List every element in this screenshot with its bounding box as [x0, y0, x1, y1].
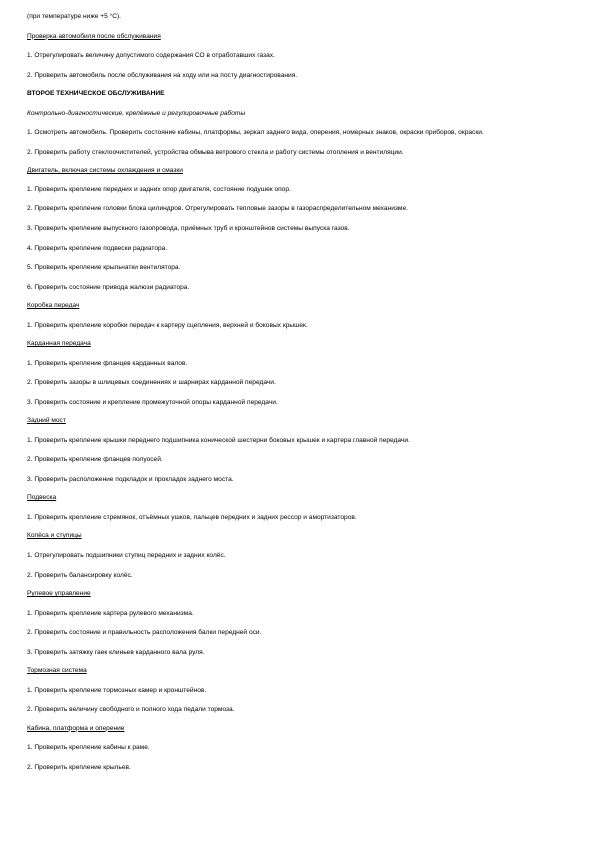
list-item: 1. Отрегулировать величину допустимого содержания СО в отработавших газах. — [27, 52, 275, 60]
section-subtitle-to2: Контрольно-диагностические, крепёжные и регулировочные работы — [27, 109, 246, 117]
list-item: 1. Проверить крепление крышки переднего подшипника конической шестерни боковых крышек и картера главной передачи. — [27, 436, 410, 444]
section-heading-brakes: Тормозная система — [27, 667, 87, 675]
section-heading-suspension: Подвеска — [27, 494, 57, 502]
section-title-to2: ВТОРОЕ ТЕХНИЧЕСКОЕ ОБСЛУЖИВАНИЕ — [27, 90, 165, 98]
list-item: 2. Проверить автомобиль после обслуживания на ходу или на посту диагностирования. — [27, 71, 298, 79]
list-item: 1. Проверить крепление тормозных камер и кронштейнов. — [27, 686, 207, 694]
list-item: 3. Проверить затяжку гаек клиньев карданного вала руля. — [27, 648, 205, 656]
list-item: 1. Проверить крепление кабины к раме. — [27, 744, 150, 752]
list-item: 2. Проверить состояние и правильность расположения балки передней оси. — [27, 629, 262, 637]
section-heading-rear-axle: Задний мост — [27, 417, 66, 425]
list-item: 3. Проверить состояние и крепление промежуточной опоры карданной передачи. — [27, 398, 278, 406]
section-heading-wheels: Колёса и ступицы — [27, 532, 82, 540]
list-item: 1. Осмотреть автомобиль. Проверить состояние кабины, платформы, зеркал заднего вида, оперения, номерных знаков, окраски приборов, окраски. — [27, 129, 484, 137]
list-item: 2. Проверить крепление крыльев. — [27, 763, 131, 771]
section-heading-cab: Кабина, платформа и оперение — [27, 724, 125, 732]
list-item: 2. Проверить работу стеклоочистителей, устройства обмыва ветрового стекла и работу системы отопления и вентиляции. — [27, 148, 404, 156]
section-heading-cardan: Карданная передача — [27, 340, 91, 348]
section-heading-check: Проверка автомобиля после обслуживания — [27, 32, 161, 40]
list-item: 5. Проверить крепление крыльчатки вентилятора. — [27, 264, 181, 272]
list-item: 3. Проверить крепление выпускного газопровода, приёмных труб и кронштейнов системы выпуска газов. — [27, 224, 350, 232]
section-heading-gearbox: Коробка передач — [27, 302, 80, 310]
list-item: 1. Проверить крепление коробки передач к картеру сцепления, верхней и боковых крышек. — [27, 321, 308, 329]
section-heading-engine: Двигатель, включая системы охлаждения и смазки — [27, 167, 183, 175]
list-item: 1. Проверить крепление передних и задних опор двигателя, состояние подушек опор. — [27, 185, 291, 193]
list-item: 6. Проверить состояние привода жалюзи радиатора. — [27, 283, 190, 291]
intro-text: (при температуре ниже +5 °С). — [27, 13, 122, 20]
list-item: 2. Проверить крепление головки блока цилиндров. Отрегулировать тепловые зазоры в газораспределительном механизме. — [27, 205, 408, 213]
section-heading-steering: Рулевое управление — [27, 589, 91, 597]
list-item: 1. Проверить крепление стремянок, отъёмных ушков, пальцев передних и задних рессор и амортизаторов. — [27, 514, 357, 522]
list-item: 3. Проверить расположение подкладок и прокладок заднего моста. — [27, 476, 234, 484]
list-item: 1. Проверить крепление картера рулевого механизма. — [27, 609, 194, 617]
document-page — [27, 13, 572, 784]
list-item: 1. Проверить крепление фланцев карданных валов. — [27, 359, 188, 367]
list-item: 2. Проверить крепление фланцев полуосей. — [27, 456, 163, 464]
list-item: 1. Отрегулировать подшипники ступиц передних и задних колёс. — [27, 552, 226, 559]
list-item: 2. Проверить зазоры в шлицевых соединениях и шарнирах карданной передачи. — [27, 379, 276, 387]
list-item: 2. Проверить величину свободного и полного хода педали тормоза. — [27, 706, 235, 714]
list-item: 2. Проверить балансировку колёс. — [27, 571, 133, 579]
list-item: 4. Проверить крепление подвески радиатора. — [27, 244, 168, 252]
